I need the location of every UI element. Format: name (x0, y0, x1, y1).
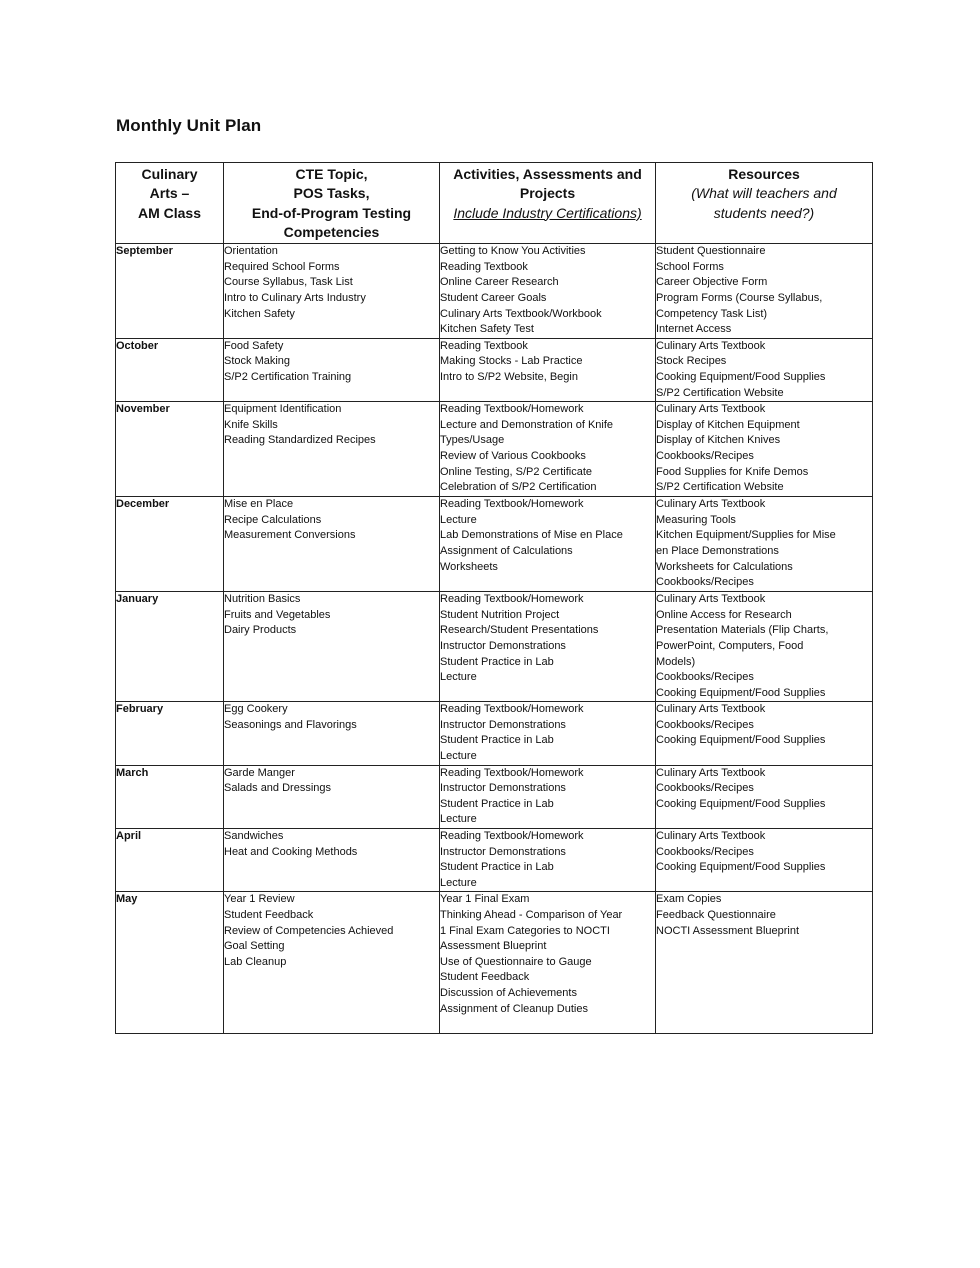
activity-cell (440, 244, 656, 339)
header-topic-line: CTE Topic, (295, 166, 368, 182)
header-topic-line: Competencies (283, 223, 380, 240)
header-row (116, 163, 873, 244)
topic-item: Recipe Calculations (224, 513, 322, 526)
resource-item: Student Questionnaire (656, 245, 766, 258)
resource-item: Display of Kitchen Knives (656, 434, 781, 447)
header-class-line: Arts – (149, 185, 190, 202)
header-resources-title: Resources (728, 166, 800, 182)
activity-item: Reading Textbook/Homework (440, 703, 584, 716)
month-cell: December (116, 497, 224, 592)
resource-item: Culinary Arts Textbook (656, 703, 766, 716)
resource-item: Worksheets for Calculations (656, 560, 793, 573)
activity-item: Assessment Blueprint (440, 940, 547, 953)
resource-item: Cooking Equipment/Food Supplies (656, 861, 826, 874)
topic-item: Knife Skills (224, 418, 278, 431)
resource-item: Kitchen Equipment/Supplies for Mise (656, 529, 836, 542)
topic-item: Heat and Cooking Methods (224, 845, 358, 858)
table-row (116, 829, 873, 892)
activity-cell (440, 829, 656, 892)
resource-item: Career Objective Form (656, 276, 768, 289)
resource-item: Display of Kitchen Equipment (656, 418, 800, 431)
resource-item: Presentation Materials (Flip Charts, (656, 624, 829, 637)
table-row (116, 402, 873, 497)
activity-cell (440, 592, 656, 702)
resource-item: S/P2 Certification Website (656, 386, 784, 399)
topic-cell (224, 402, 440, 497)
resource-item: Culinary Arts Textbook (656, 766, 766, 779)
activity-item: Lecture (440, 513, 477, 526)
activity-item: Assignment of Cleanup Duties (440, 1002, 588, 1015)
activity-item: Reading Textbook/Homework (440, 766, 584, 779)
resource-item: Culinary Arts Textbook (656, 339, 766, 352)
page-title: Monthly Unit Plan (116, 116, 262, 135)
table-row (116, 765, 873, 828)
topic-item: Kitchen Safety (224, 307, 295, 320)
header-activities-line: Projects (519, 185, 576, 202)
resource-item: Stock Recipes (656, 355, 727, 368)
resource-item: Internet Access (656, 323, 732, 336)
activity-item: Reading Textbook (440, 260, 528, 273)
activity-item: Getting to Know You Activities (440, 245, 586, 258)
activity-item: Instructor Demonstrations (440, 639, 566, 652)
activity-cell (440, 892, 656, 1034)
resource-item: Cooking Equipment/Food Supplies (656, 370, 826, 383)
activity-item: Lecture (440, 671, 477, 684)
activity-item: Student Career Goals (440, 291, 547, 304)
topic-item: Garde Manger (224, 766, 295, 779)
activity-item: Discussion of Achievements (440, 986, 577, 999)
activity-item: Reading Textbook (440, 339, 528, 352)
topic-item: Seasonings and Flavorings (224, 718, 357, 731)
resource-item: School Forms (656, 260, 724, 273)
activity-item: Making Stocks - Lab Practice (440, 355, 583, 368)
resource-item: en Place Demonstrations (656, 544, 779, 557)
resource-item: Culinary Arts Textbook (656, 830, 766, 843)
topic-item: Required School Forms (224, 260, 340, 273)
activity-cell (440, 497, 656, 592)
resource-item: Program Forms (Course Syllabus, (656, 291, 823, 304)
resource-item: S/P2 Certification Website (656, 481, 784, 494)
header-topic-line: POS Tasks, (293, 185, 370, 202)
month-cell: November (116, 402, 224, 497)
topic-item: Stock Making (224, 355, 291, 368)
activity-cell (440, 702, 656, 765)
topic-item: Review of Competencies Achieved (224, 924, 394, 937)
activity-item: Use of Questionnaire to Gauge (440, 955, 592, 968)
header-activities-line: Activities, Assessments and (453, 166, 642, 182)
topic-item: Course Syllabus, Task List (224, 276, 353, 289)
topic-cell (224, 244, 440, 339)
resource-cell (656, 338, 873, 401)
table-row (116, 702, 873, 765)
activity-item: Lecture (440, 876, 477, 889)
resource-item: Culinary Arts Textbook (656, 593, 766, 606)
topic-item: Nutrition Basics (224, 593, 301, 606)
resource-cell (656, 702, 873, 765)
topic-cell (224, 497, 440, 592)
month-cell: May (116, 892, 224, 1034)
plan-body (116, 244, 873, 1034)
table-row (116, 338, 873, 401)
month-cell: January (116, 592, 224, 702)
topic-item: Salads and Dressings (224, 782, 332, 795)
header-activities (440, 163, 656, 244)
resource-cell (656, 765, 873, 828)
month-cell: March (116, 765, 224, 828)
resource-item: Exam Copies (656, 893, 722, 906)
header-resources (656, 163, 873, 244)
activity-item: Online Career Research (440, 276, 559, 289)
activity-item: Kitchen Safety Test (440, 323, 534, 336)
activity-item: Assignment of Calculations (440, 544, 573, 557)
activity-item: Lecture and Demonstration of Knife (440, 418, 614, 431)
activity-item: Lecture (440, 813, 477, 826)
activity-item: Student Practice in Lab (440, 734, 554, 747)
month-cell: October (116, 338, 224, 401)
activity-item: Reading Textbook/Homework (440, 498, 584, 511)
activity-item: Year 1 Final Exam (440, 893, 530, 906)
activity-item: Worksheets (440, 560, 498, 573)
topic-item: Lab Cleanup (224, 955, 287, 968)
topic-cell (224, 592, 440, 702)
topic-cell (224, 765, 440, 828)
resource-item: Cooking Equipment/Food Supplies (656, 686, 826, 699)
unit-plan-table (115, 162, 873, 1034)
activity-item: Student Practice in Lab (440, 861, 554, 874)
topic-cell (224, 702, 440, 765)
activity-cell (440, 402, 656, 497)
resource-item: Cookbooks/Recipes (656, 671, 754, 684)
activity-item: Student Practice in Lab (440, 655, 554, 668)
topic-item: Sandwiches (224, 830, 284, 843)
resource-item: Cookbooks/Recipes (656, 576, 754, 589)
topic-item: Mise en Place (224, 498, 294, 511)
header-class-line: AM Class (137, 204, 202, 221)
activity-item: Celebration of S/P2 Certification (440, 481, 597, 494)
resource-item: Cookbooks/Recipes (656, 782, 754, 795)
resource-cell (656, 829, 873, 892)
activity-item: Instructor Demonstrations (440, 718, 566, 731)
activity-item: Lecture (440, 750, 477, 763)
activity-item: Student Feedback (440, 971, 530, 984)
activity-item: Instructor Demonstrations (440, 845, 566, 858)
activity-item: Research/Student Presentations (440, 624, 599, 637)
resource-cell (656, 592, 873, 702)
resource-cell (656, 892, 873, 1034)
header-activities-note: Include Industry Certifications) (453, 204, 642, 221)
topic-cell (224, 829, 440, 892)
resource-item: Cookbooks/Recipes (656, 449, 754, 462)
resource-item: Feedback Questionnaire (656, 909, 776, 921)
topic-item: Egg Cookery (224, 703, 288, 716)
activity-item: Reading Textbook/Homework (440, 403, 584, 416)
header-resources-note: (What will teachers and (691, 185, 837, 202)
activity-item: Student Nutrition Project (440, 608, 560, 621)
topic-item: Fruits and Vegetables (224, 608, 331, 621)
topic-item: Student Feedback (224, 909, 314, 921)
resource-cell (656, 402, 873, 497)
month-cell: April (116, 829, 224, 892)
resource-item: NOCTI Assessment Blueprint (656, 924, 800, 937)
activity-item: Reading Textbook/Homework (440, 830, 584, 843)
topic-item: Equipment Identification (224, 403, 342, 416)
activity-cell (440, 338, 656, 401)
resource-item: Cooking Equipment/Food Supplies (656, 734, 826, 747)
activity-item: Lab Demonstrations of Mise en Place (440, 529, 623, 542)
activity-item: Student Practice in Lab (440, 797, 554, 810)
header-resources-note: students need?) (713, 204, 815, 221)
resource-item: Culinary Arts Textbook (656, 498, 766, 511)
topic-item: Intro to Culinary Arts Industry (224, 291, 366, 304)
topic-item: Reading Standardized Recipes (224, 434, 376, 447)
table-row (116, 592, 873, 702)
table-row (116, 497, 873, 592)
header-topic (224, 163, 440, 244)
topic-item: Orientation (224, 245, 278, 258)
resource-item: Food Supplies for Knife Demos (656, 465, 809, 478)
topic-cell (224, 892, 440, 1034)
activity-cell (440, 765, 656, 828)
month-cell: February (116, 702, 224, 765)
resource-item: Cookbooks/Recipes (656, 718, 754, 731)
topic-item: S/P2 Certification Training (224, 370, 352, 383)
resource-item: Measuring Tools (656, 513, 736, 526)
topic-item: Year 1 Review (224, 893, 295, 906)
activity-item: Review of Various Cookbooks (440, 449, 586, 462)
activity-item: Instructor Demonstrations (440, 782, 566, 795)
resource-item: Competency Task List) (656, 307, 768, 320)
table-row (116, 892, 873, 1034)
activity-item: Culinary Arts Textbook/Workbook (440, 307, 602, 320)
activity-item: Reading Textbook/Homework (440, 593, 584, 606)
activity-item: Online Testing, S/P2 Certificate (440, 465, 593, 478)
header-topic-line: End-of-Program Testing (251, 204, 412, 221)
activity-item: Intro to S/P2 Website, Begin (440, 370, 578, 383)
topic-item: Measurement Conversions (224, 529, 356, 542)
resource-item: Online Access for Research (656, 608, 792, 621)
table-row (116, 244, 873, 339)
resource-item: PowerPoint, Computers, Food (656, 639, 804, 652)
topic-cell (224, 338, 440, 401)
header-class-line: Culinary (141, 166, 198, 182)
resource-cell (656, 497, 873, 592)
month-cell: September (116, 244, 224, 339)
topic-item: Food Safety (224, 339, 284, 352)
resource-item: Cooking Equipment/Food Supplies (656, 797, 826, 810)
resource-item: Cookbooks/Recipes (656, 845, 754, 858)
topic-item: Dairy Products (224, 624, 297, 637)
activity-item: Types/Usage (440, 434, 505, 447)
resource-item: Models) (656, 655, 696, 668)
resource-cell (656, 244, 873, 339)
resource-item: Culinary Arts Textbook (656, 403, 766, 416)
activity-item: 1 Final Exam Categories to NOCTI (440, 924, 610, 937)
activity-item: Thinking Ahead - Comparison of Year (440, 909, 623, 921)
topic-item: Goal Setting (224, 940, 285, 953)
header-class (116, 163, 224, 244)
